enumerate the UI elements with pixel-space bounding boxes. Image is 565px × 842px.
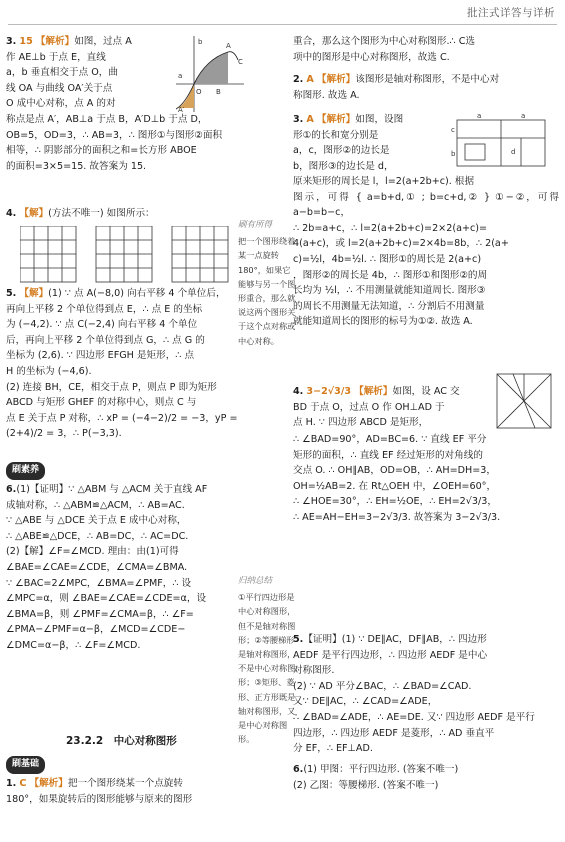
q5-line: H 的坐标为 (−4,6).: [6, 365, 92, 377]
q3-line: 的面积=3×5=15. 故答案为 15.: [6, 160, 147, 172]
q3-line: a，b 垂直相交于点 O，曲: [6, 67, 118, 79]
q5-line: 为 (−4,2). ∵ 点 C(−2,4) 向右平移 4 个单位: [6, 319, 198, 331]
q4r-line: 交点 O. ∴ OH∥AB，OD=OB，∴ AH=DH=3，: [293, 465, 496, 477]
q3r-label-c: c: [451, 126, 455, 134]
q5-number: 5.: [6, 288, 17, 299]
svg-text:C: C: [238, 58, 243, 66]
q3r-answer: A: [306, 114, 314, 125]
q1-cont-line: 项中的图形是中心对称图形，故选 C.: [293, 51, 450, 63]
svg-text:b: b: [198, 38, 203, 46]
q3r-line: 4(a+c)，或 l=2(a+2b+c)=2×4b=8b，∴ 2(a+: [293, 238, 509, 250]
sidebar-note-2: [238, 574, 296, 746]
q6-line: ∠BAE=∠CAE=∠CDE，∠CMA=∠BMA.: [6, 561, 188, 573]
q1-continued: [293, 34, 559, 65]
q4r-answer: 3−2√3/3: [306, 386, 352, 397]
q3r-line: 就能知道周长的图形的标号为①②. 故选 A.: [293, 316, 473, 328]
q3r-label-a: a: [477, 114, 482, 120]
q3r-label-a2: a: [521, 114, 526, 120]
question-2-right: [293, 72, 559, 103]
q5-line: 再向上平移 2 个单位得到点 E，∴ 点 E 的坐标: [6, 303, 203, 315]
question-4-left: [6, 206, 236, 222]
q4-text: (方法不唯一) 如图所示：: [48, 208, 155, 219]
q1-tag: 【解析】: [29, 778, 68, 789]
q6-line: ∵ △ABE 与 △DCE 关于点 E 成中心对称，: [6, 515, 187, 527]
q3r-tag: 【解析】: [316, 114, 356, 125]
q2-number: 2.: [293, 74, 304, 85]
sidebar-note-1-text: 把一个图形绕着某一点旋转180°，如果它能够与另一个图形重合，那么就说这两个图形关于这个点对称或中心对称。: [238, 236, 296, 346]
q4r-line: 如图，设 AC 交: [392, 386, 460, 397]
q3r-line: 图示，可得 { a=b+d,① ; b=c+d,② } ①−②，可得 a−b=b−c，: [293, 191, 559, 219]
q2-line: 该图形是轴对称图形，不是中心对: [355, 74, 500, 85]
svg-text:A: A: [226, 42, 231, 50]
q5-line: 点 E 关于点 P 对称，∴ xP = (−4−2)/2 = −3，yP =: [6, 412, 238, 424]
question-3-right-cont: [293, 174, 559, 330]
q6-line: 成轴对称，∴ △ABM≌△ACM，∴ AB=AC.: [6, 499, 185, 511]
q5-line: 后，再向上平移 2 个单位得到点 G，∴ 点 G 的: [6, 334, 205, 346]
q4r-number: 4.: [293, 386, 304, 397]
q5-line: (2) 连接 BH，CE，相交于点 P，则点 P 即为矩形: [6, 381, 217, 393]
question-6-right: [293, 762, 559, 793]
q3-line: 如图，过点 A: [74, 36, 132, 47]
q3r-label-d: d: [511, 148, 516, 156]
q3-curve-figure: [176, 34, 246, 114]
q2-answer: A: [306, 74, 314, 85]
q6-number: 6.: [6, 484, 17, 495]
q4r-line: BD 于点 O，过点 O 作 OH⊥AD 于: [293, 401, 445, 413]
q6-line: ∠PMA−∠PMF=α−β，∠MCD=∠CDE−: [6, 624, 186, 636]
q1-number: 1.: [6, 778, 17, 789]
question-4-right-cont: [293, 432, 559, 526]
question-3-cont: [6, 112, 282, 174]
q5r-line: 又∵ DE∥AC，∴ ∠CAD=∠ADE，: [293, 696, 438, 708]
q4r-line: ∴ ∠BAD=90°，AD=BC=6. ∵ 直线 EF 平分: [293, 434, 487, 445]
q3r-line: 如图，设图: [355, 114, 404, 125]
q5-line: (1) ∵ 点 A(−8,0) 向右平移 4 个单位后，: [48, 288, 226, 299]
q1-cont-line: 重合，那么这个图形为中心对称图形.∴ C选: [293, 36, 475, 47]
q3r-line: a，c，图形②的边长是: [293, 145, 390, 157]
q4r-line: ∴ ∠HOE=30°，∴ EH=½OE，∴ EH=2√3/3，: [293, 496, 497, 508]
q4-number: 4.: [6, 208, 17, 219]
q6-line: ∠BMA=β，则 ∠PMF=∠CMA=β，∴ ∠F=: [6, 608, 194, 620]
q4r-line: ∴ AE=AH−EH=3−2√3/3. 故答案为 3−2√3/3.: [293, 511, 501, 523]
q3-number: 3.: [6, 36, 17, 47]
q5r-line: AEDF 是平行四边形，∴ 四边形 AEDF 是中心: [293, 649, 488, 661]
q5-line: (2+4)/2 = 3，∴ P(−3,3).: [6, 428, 122, 440]
q2-tag: 【解析】: [316, 74, 356, 85]
section-basic-badge: 刷基础: [6, 756, 45, 774]
q3-line: 作 AE⊥b 于点 E，直线: [6, 51, 106, 63]
q3r-number: 3.: [293, 114, 304, 125]
q5-tag: 【解】: [19, 288, 49, 299]
q3r-line: 长均为 ½l，∴ 不用测量就能知道周长. 图形③: [293, 285, 486, 297]
q5r-line: 分 EF，∴ EF⊥AD.: [293, 743, 373, 755]
q4r-line: 点 H. ∵ 四边形 ABCD 是矩形，: [293, 417, 429, 429]
q6-line: ∠MPC=α，则 ∠BAE=∠CAE=∠CDE=α，设: [6, 593, 207, 605]
q3r-line: 的周长不用测量无法知道，∴ 分割后不用测量: [293, 300, 485, 312]
q3r-line: 形①的长和宽分别是: [293, 129, 379, 141]
section-brush-badge: 刷素养: [6, 462, 45, 480]
q3r-line: b，图形③的边长是 d，: [293, 160, 394, 172]
q5r-number: 5.: [293, 634, 304, 645]
sidebar-note-2-text: ①平行四边形是中心对称图形，但不是轴对称图形；②等腰梯形是轴对称图形，不是中心对称图形；③矩形、菱形、正方形既是轴对称图形，又是中心对称图形。: [238, 592, 296, 745]
q3-tag: 【解析】: [35, 36, 75, 47]
q3r-line: c)=½l，4b=½l. ∴ 图形①的周长是 2(a+c): [293, 253, 482, 265]
question-5-left: [6, 286, 238, 442]
q3r-rect-figure: [451, 114, 551, 172]
q5-line: ABCD 与矩形 GHEF 的对称中心，则点 C 与: [6, 397, 197, 409]
question-6-left: [6, 482, 242, 654]
q3-line: OB=5，OD=3，∴ AB=3，∴ 图形①与图形②面积: [6, 129, 223, 141]
q6r-line: (2) 乙图：等腰梯形. (答案不唯一): [293, 779, 439, 791]
q4r-rect-figure: [491, 368, 557, 434]
q1-answer: C: [19, 778, 27, 789]
q4r-line: 矩形的面积，∴ 直线 EF 经过矩形的对角线的: [293, 449, 483, 461]
q3-line: O 成中心对称，点 A 的对: [6, 98, 116, 110]
q4-tag: 【解】: [19, 208, 49, 219]
section-title: [66, 734, 246, 750]
q3-answer: 15: [19, 36, 33, 47]
q1-line: 把一个图形绕某一个点旋转: [67, 778, 183, 789]
svg-text:a: a: [178, 72, 183, 80]
q5r-line: ∴ ∠BAD=∠ADE，∴ AE=DE. 又∵ 四边形 AEDF 是平行: [293, 711, 535, 723]
q5r-line: 四边形，∴ 四边形 AEDF 是菱形，∴ AD 垂直平: [293, 727, 495, 739]
sidebar-note-1-tag: 刷有所得: [238, 220, 273, 230]
q6-line: ∠DMC=α−β，∴ ∠F=∠MCD.: [6, 639, 141, 651]
q5r-line: (2) ∵ AD 平分∠BAC，∴ ∠BAD=∠CAD.: [293, 680, 472, 692]
q3r-line: ，图形②的周长是 4b，∴ 图形①和图形②的周: [293, 269, 488, 281]
section-brush-label: [6, 462, 66, 480]
question-3-left: [6, 34, 188, 112]
section-title-text: 23.2.2 中心对称图形: [66, 735, 177, 747]
q4-grid-figure: [20, 226, 230, 284]
q6-line: ∵ ∠BAC=2∠MPC，∠BMA=∠PMF，∴ 设: [6, 577, 192, 589]
q6r-line: (1) 甲图：平行四边形. (答案不唯一): [303, 764, 459, 775]
q3-line: 相等，∴ 阴影部分的面积之和=长方形 ABOE: [6, 145, 197, 157]
header-divider: [8, 24, 557, 25]
q3r-line: 原来矩形的周长是 l，l=2(a+2b+c). 根据: [293, 176, 475, 187]
sidebar-note-1: [238, 218, 296, 348]
question-4-right: [293, 384, 489, 431]
question-1-left: [6, 776, 244, 807]
q2-line: 称图形. 故选 A.: [293, 89, 360, 101]
q3-line: 称点是点 A′，AB⊥a 于点 B，A′D⊥b 于点 D，: [6, 114, 208, 125]
question-3-right: [293, 112, 443, 174]
q1-line: 180°，如果旋转后的图形能够与原来的图形: [6, 793, 193, 805]
sidebar-note-2-tag: 归纳总结: [238, 576, 273, 586]
q4r-tag: 【解析】: [354, 386, 393, 397]
q6-line: (1)【证明】∵ △ABM 与 △ACM 关于直线 AF: [16, 484, 208, 495]
q3r-line: ∴ 2b=a+c，∴ l=2(a+2b+c)=2×2(a+c)=: [293, 222, 488, 234]
section-basic-label: [6, 756, 86, 774]
q6-line: ∴ △ABE≌△DCE，∴ AB=DC，∴ AC=DC.: [6, 530, 189, 542]
question-5-right: [293, 632, 559, 757]
q5-line: 坐标为 (2,6). ∵ 四边形 EFGH 是矩形，∴ 点: [6, 350, 195, 362]
q6r-number: 6.: [293, 764, 304, 775]
svg-text:B: B: [216, 88, 221, 96]
svg-text:O: O: [196, 88, 202, 96]
q4r-line: OH=½AB=2. 在 Rt△OEH 中，∠OEH=60°，: [293, 480, 497, 492]
q5r-line: 【证明】(1) ∵ DE∥AC，DF∥AB，∴ 四边形: [303, 634, 487, 645]
page-header-title: 批注式详答与详析: [467, 7, 555, 19]
q3-line: 线 OA 与曲线 OA′关于点: [6, 82, 113, 94]
q6-line: (2)【解】∠F=∠MCD. 理由：由(1)可得: [6, 546, 179, 558]
q3r-label-b: b: [451, 150, 456, 158]
q5r-line: 对称图形.: [293, 665, 335, 677]
svg-text:A′: A′: [178, 106, 185, 114]
